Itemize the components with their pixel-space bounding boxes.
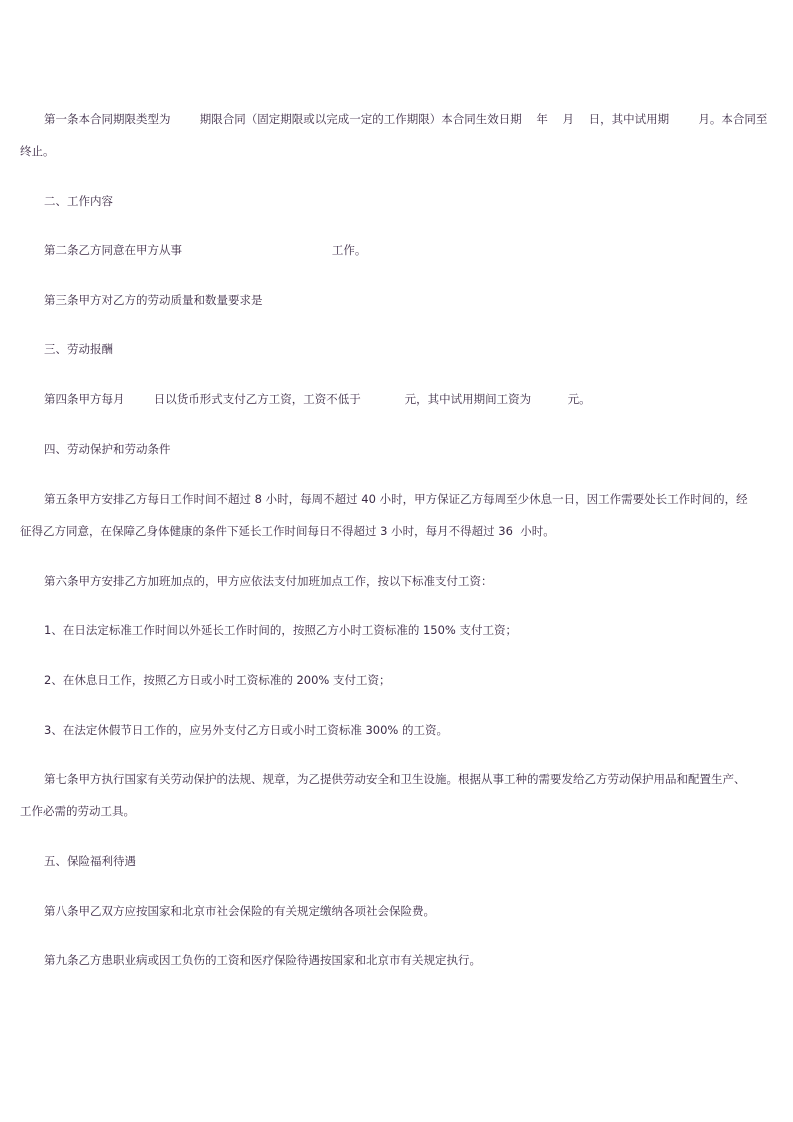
clause-1-line-2: 终止。 [20, 144, 55, 158]
list-item-2: 2、在休息日工作，按照乙方日或小时工资标准的 200% 支付工资； [44, 673, 391, 687]
section-heading-work-content: 二、工作内容 [44, 194, 113, 208]
clause-3: 第三条甲方对乙方的劳动质量和数量要求是 [44, 293, 263, 307]
clause-8: 第八条甲乙双方应按国家和北京市社会保险的有关规定缴纳各项社会保险费。 [44, 904, 435, 918]
section-heading-labor-protection: 四、劳动保护和劳动条件 [44, 442, 171, 456]
clause-7-line-1: 第七条甲方执行国家有关劳动保护的法规、规章，为乙提供劳动安全和卫生设施。根据从事工种的需要发给乙方劳动保护用品和配置生产、 [44, 772, 746, 786]
clause-9: 第九条乙方患职业病或因工负伤的工资和医疗保险待遇按国家和北京市有关规定执行。 [44, 953, 481, 967]
list-item-3: 3、在法定休假节日工作的，应另外支付乙方日或小时工资标准 300% 的工资。 [44, 723, 449, 737]
clause-2: 第二条乙方同意在甲方从事 工作。 [44, 243, 367, 257]
clause-1-line-1: 第一条本合同期限类型为 期限合同（固定期限或以完成一定的工作期限）本合同生效日期 年 月 日，其中试用期 月。本合同至 [44, 112, 768, 126]
section-heading-remuneration: 三、劳动报酬 [44, 342, 113, 356]
section-heading-insurance: 五、保险福利待遇 [44, 854, 136, 868]
clause-5-line-1: 第五条甲方安排乙方每日工作时间不超过 8 小时，每周不超过 40 小时，甲方保证乙方每周至少休息一日，因工作需要处长工作时间的，经 [44, 492, 748, 506]
clause-5-line-2: 征得乙方同意，在保障乙身体健康的条件下延长工作时间每日不得超过 3 小时，每月不得超过 36 小时。 [20, 524, 555, 538]
clause-7-line-2: 工作必需的劳动工具。 [20, 804, 135, 818]
clause-4: 第四条甲方每月 日以货币形式支付乙方工资，工资不低于 元，其中试用期间工资为 元。 [44, 392, 591, 406]
list-item-1: 1、在日法定标准工作时间以外延长工作时间的，按照乙方小时工资标准的 150% 支付工资； [44, 623, 518, 637]
clause-6: 第六条甲方安排乙方加班加点的，甲方应依法支付加班加点工作，按以下标准支付工资： [44, 574, 493, 588]
